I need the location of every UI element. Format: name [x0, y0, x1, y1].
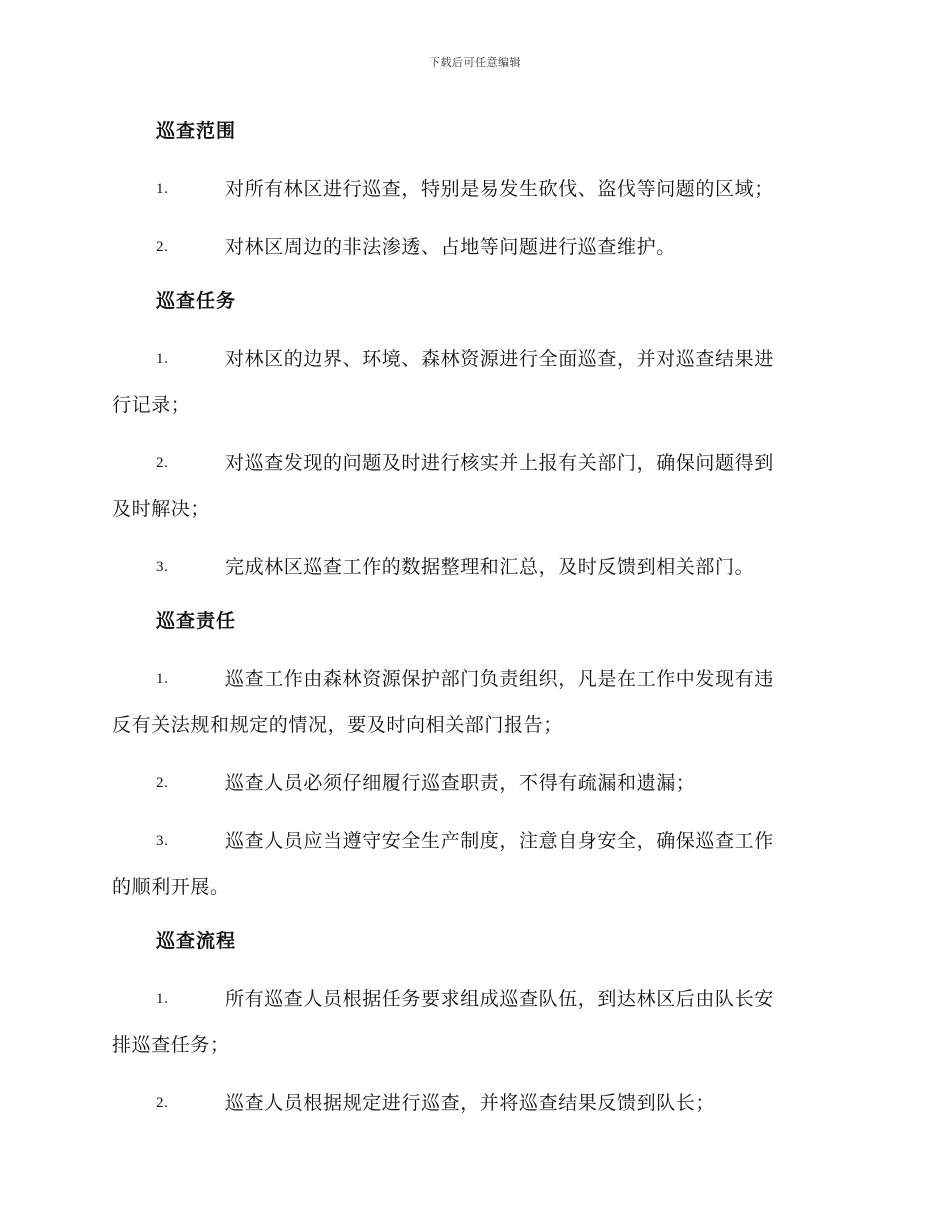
list-item: [112, 336, 834, 428]
item-number: 2.: [156, 455, 169, 471]
list-item: [112, 544, 834, 590]
item-text-continued: 的顺利开展。: [112, 876, 230, 898]
page-header: 下载后可任意编辑: [429, 56, 521, 69]
item-text: 巡查人员应当遵守安全生产制度，注意自身安全，确保巡查工作: [225, 830, 774, 852]
item-number: 2.: [156, 775, 169, 791]
list-item: [112, 1080, 834, 1126]
item-number: 1.: [156, 991, 169, 1007]
section-title: 巡查范围: [156, 120, 237, 142]
item-text-continued: 排巡查任务；: [112, 1034, 230, 1056]
item-text-continued: 反有关法规和规定的情况，要及时向相关部门报告；: [112, 714, 563, 736]
item-text-continued: 及时解决；: [112, 498, 211, 520]
item-text: 对所有林区进行巡查，特别是易发生砍伐、盗伐等问题的区域；: [225, 178, 774, 200]
item-number: 3.: [156, 833, 169, 849]
item-text: 对巡查发现的问题及时进行核实并上报有关部门，确保问题得到: [225, 452, 774, 474]
list-item: [112, 224, 834, 270]
list-item: [112, 440, 834, 532]
item-number: 2.: [156, 1095, 169, 1111]
item-text: 所有巡查人员根据任务要求组成巡查队伍，到达林区后由队长安: [225, 988, 774, 1010]
list-item: [112, 760, 834, 806]
list-item: [112, 818, 834, 910]
item-text: 巡查人员必须仔细履行巡查职责，不得有疏漏和遗漏；: [225, 772, 696, 794]
list-item: [112, 656, 834, 748]
item-number: 1.: [156, 671, 169, 687]
item-text-continued: 行记录；: [112, 394, 191, 416]
item-number: 2.: [156, 239, 169, 255]
list-item: [112, 976, 834, 1068]
item-text: 对林区周边的非法渗透、占地等问题进行巡查维护。: [225, 236, 676, 258]
list-item: [112, 166, 834, 212]
item-number: 3.: [156, 559, 169, 575]
item-number: 1.: [156, 351, 169, 367]
document-body: [112, 112, 834, 1138]
item-text: 巡查工作由森林资源保护部门负责组织，凡是在工作中发现有违: [225, 668, 774, 690]
section-title: 巡查流程: [156, 930, 237, 952]
section-title: 巡查任务: [156, 290, 237, 312]
item-number: 1.: [156, 181, 169, 197]
item-text: 完成林区巡查工作的数据整理和汇总，及时反馈到相关部门。: [225, 556, 755, 578]
item-text: 巡查人员根据规定进行巡查，并将巡查结果反馈到队长；: [225, 1092, 716, 1114]
section-title: 巡查责任: [156, 610, 237, 632]
item-text: 对林区的边界、环境、森林资源进行全面巡查，并对巡查结果进: [225, 348, 774, 370]
